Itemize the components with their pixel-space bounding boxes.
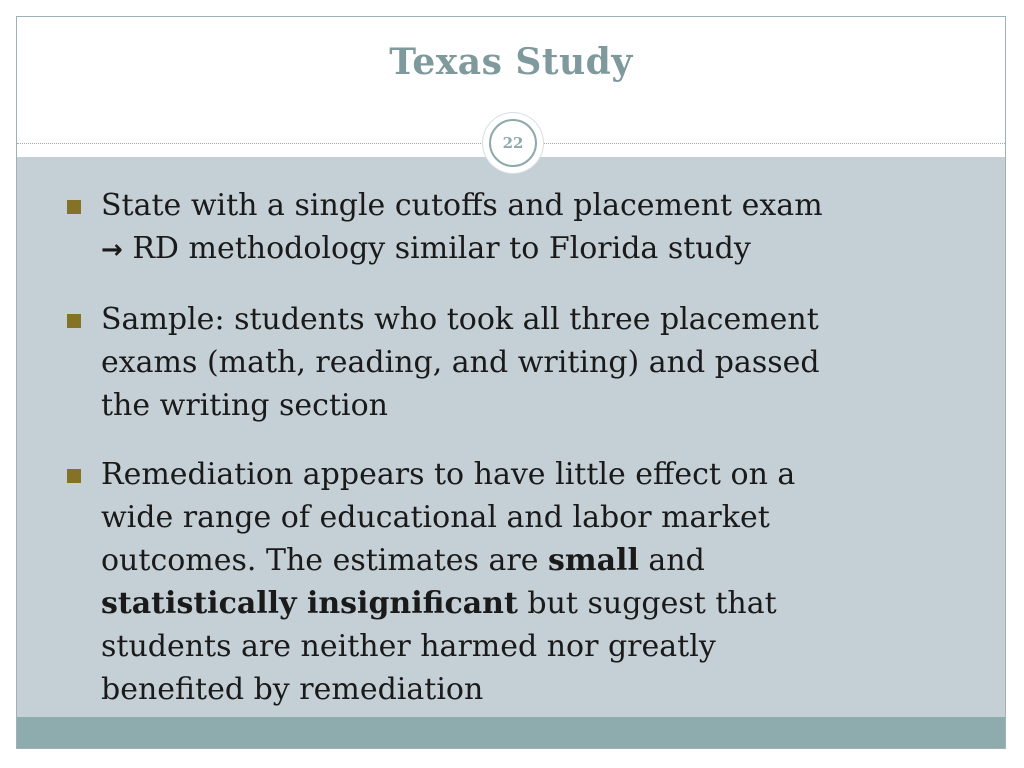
bullet-line — [101, 539, 965, 582]
square-bullet-icon — [67, 469, 81, 483]
bullet-line: Remediation appears to have little effect on a — [101, 457, 796, 492]
bullet-line: wide range of educational and labor market — [101, 500, 770, 535]
bullet-text: RD methodology similar to Florida study — [132, 231, 751, 266]
slide — [16, 16, 1006, 749]
bullet-text: but suggest that — [517, 586, 777, 621]
slide-title: Texas Study — [389, 41, 633, 83]
square-bullet-icon — [67, 314, 81, 328]
right-arrow-icon: → — [101, 235, 123, 265]
bullet-text: outcomes. The estimates are — [101, 543, 548, 578]
emphasis-text: small — [547, 543, 639, 578]
bullet-line — [101, 227, 965, 272]
bullet-line — [101, 582, 965, 625]
bullet-item — [17, 453, 1005, 711]
bullet-text: and — [638, 543, 705, 578]
bullet-line: students are neither harmed nor greatly — [101, 629, 716, 664]
bullet-item — [17, 184, 1005, 272]
emphasis-text: statistically insignificant — [101, 586, 518, 621]
bottom-band — [17, 717, 1005, 749]
bullet-line: the writing section — [101, 388, 388, 423]
bullet-line: exams (math, reading, and writing) and passed — [101, 345, 820, 380]
slide-number-badge — [483, 113, 543, 173]
square-bullet-icon — [67, 200, 81, 214]
bullet-list — [17, 184, 1005, 711]
bullet-line: Sample: students who took all three placement — [101, 302, 819, 337]
bullet-line: benefited by remediation — [101, 672, 484, 707]
bullet-line: State with a single cutoffs and placement exam — [101, 188, 823, 223]
slide-number: 22 — [489, 119, 537, 167]
bullet-item — [17, 298, 1005, 427]
